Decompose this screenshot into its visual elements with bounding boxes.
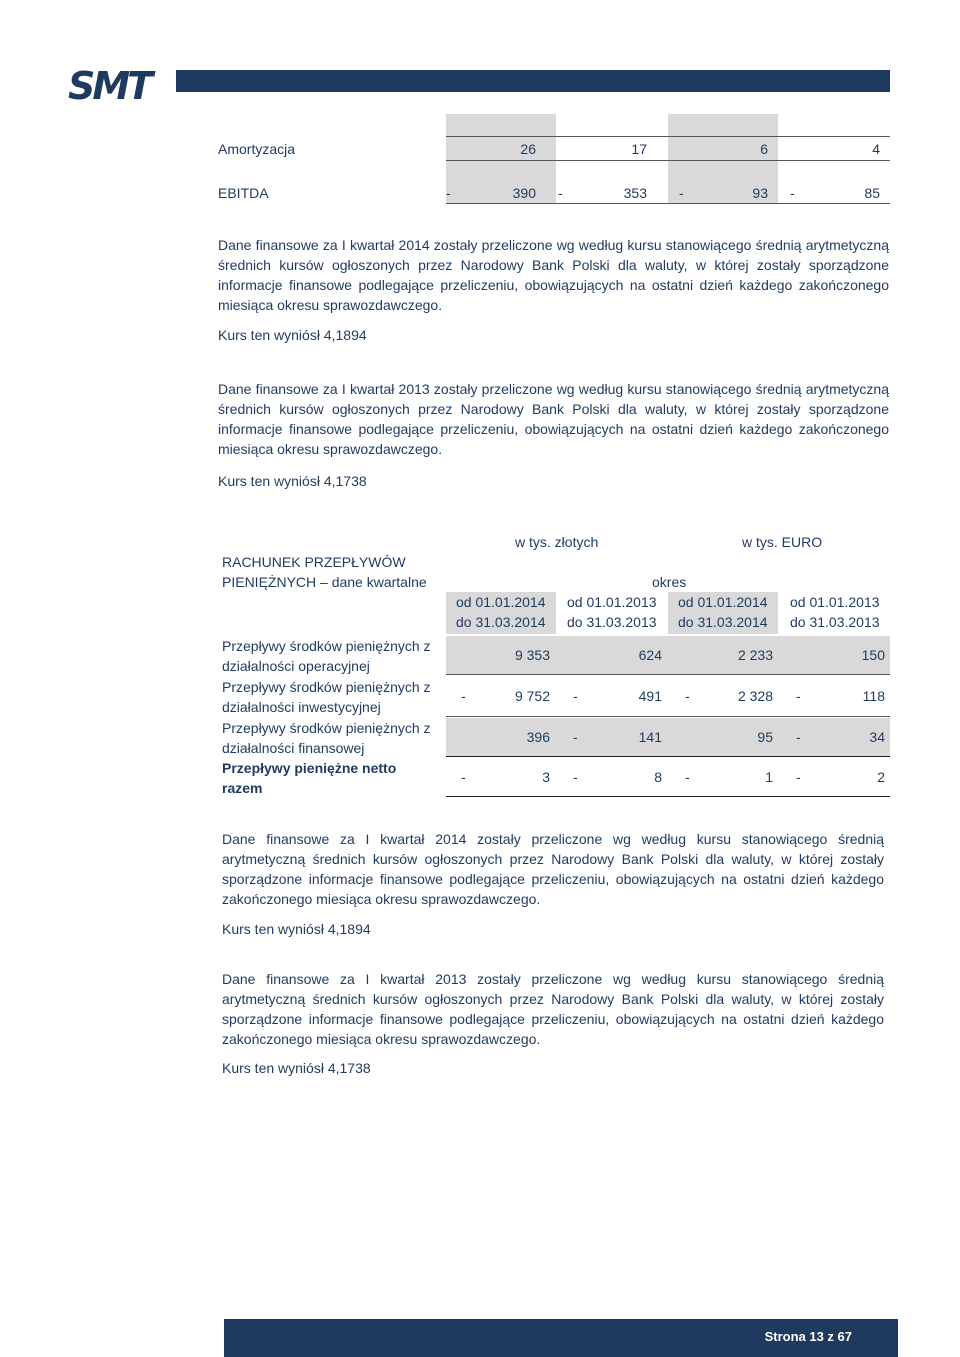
- negative-sign: -: [573, 729, 578, 745]
- row-label-line: Przepływy środków pieniężnych z: [222, 720, 431, 736]
- currency-header-pln: w tys. złotych: [515, 534, 599, 550]
- row-label-line: działalności operacyjnej: [222, 658, 370, 674]
- table-cell: 150: [861, 647, 885, 663]
- row-label-line: Przepływy pieniężne netto: [222, 760, 397, 776]
- row-label-amortyzacja: Amortyzacja: [218, 141, 296, 157]
- table-cell: 34: [869, 729, 885, 745]
- table-rule: [446, 796, 890, 797]
- column-period-to: do 31.03.2014: [678, 614, 768, 630]
- table-cell: 353: [623, 185, 647, 201]
- table-cell: 17: [631, 141, 647, 157]
- table-rule: [446, 756, 890, 757]
- table-rule: [446, 203, 890, 204]
- row-label-financing: [222, 718, 444, 758]
- company-logo: SMT: [68, 64, 151, 108]
- table-cell: 2 328: [737, 688, 773, 704]
- column-period-from: od 01.01.2014: [678, 594, 768, 610]
- page-number: Strona 13 z 67: [764, 1329, 852, 1344]
- row-label-line: Przepływy środków pieniężnych z: [222, 679, 431, 695]
- table-cell: 26: [520, 141, 536, 157]
- row-label-net-total: [222, 758, 444, 798]
- exchange-rate-value-2014: Kurs ten wyniósł 4,1894: [218, 327, 367, 343]
- negative-sign: -: [790, 185, 795, 201]
- table-rule: [446, 716, 890, 717]
- table-cell: 118: [862, 688, 885, 704]
- column-period-to: do 31.03.2013: [567, 614, 657, 630]
- table-cell: 390: [512, 185, 536, 201]
- exchange-rate-note-2014: Dane finansowe za I kwartał 2014 zostały przeliczone wg według kursu stanowiącego średnią arytmetyczną średnich kursów ogłoszonych przez Narodowy Bank Polski dla waluty, w której zostały sporządzone informacje finansowe podlegające przeliczeniu, obowiązujących na ostatni dzień każdego zakończonego miesiąca okresu sprawozdawczego.: [218, 237, 889, 313]
- exchange-rate-value-2014: Kurs ten wyniósł 4,1894: [222, 921, 371, 937]
- exchange-rate-value-2013: Kurs ten wyniósł 4,1738: [222, 1060, 371, 1076]
- negative-sign: -: [573, 688, 578, 704]
- table-rule: [446, 136, 890, 137]
- exchange-rate-note-2014: Dane finansowe za I kwartał 2014 zostały przeliczone wg według kursu stanowiącego średnią arytmetyczną średnich kursów ogłoszonych przez Narodowy Bank Polski dla waluty, w której zostały sporządzone informacje finansowe podlegające przeliczeniu, obowiązujących na ostatni dzień każdego zakończonego miesiąca okresu sprawozdawczego.: [222, 831, 884, 907]
- column-period-to: do 31.03.2013: [790, 614, 880, 630]
- negative-sign: -: [461, 688, 466, 704]
- row-label-line: razem: [222, 780, 263, 796]
- table-cell: 141: [638, 729, 662, 745]
- table-cell: 396: [526, 729, 550, 745]
- negative-sign: -: [685, 688, 690, 704]
- table-cell: 3: [542, 769, 550, 785]
- negative-sign: -: [461, 769, 466, 785]
- table-cell: 1: [765, 769, 773, 785]
- column-period-from: od 01.01.2013: [567, 594, 657, 610]
- table-cell: 93: [752, 185, 768, 201]
- table-title: PIENIĘŻNYCH – dane kwartalne: [222, 574, 427, 590]
- row-label-investing: [222, 677, 444, 717]
- negative-sign: -: [685, 769, 690, 785]
- period-label: okres: [652, 574, 687, 590]
- row-label-operating: [222, 636, 444, 676]
- column-period-to: do 31.03.2014: [456, 614, 546, 630]
- table-cell: 491: [638, 688, 662, 704]
- row-label-line: działalności inwestycyjnej: [222, 699, 381, 715]
- negative-sign: -: [573, 769, 578, 785]
- table-rule: [446, 674, 890, 675]
- table-cell: 2: [877, 769, 885, 785]
- column-period-from: od 01.01.2014: [456, 594, 546, 610]
- row-label-ebitda: EBITDA: [218, 185, 269, 201]
- row-label-line: Przepływy środków pieniężnych z: [222, 638, 431, 654]
- table-cell: 2 233: [737, 647, 773, 663]
- negative-sign: -: [796, 729, 801, 745]
- table-cell: 624: [638, 647, 662, 663]
- header-bar: [176, 70, 890, 92]
- table-cell: 9 353: [514, 647, 550, 663]
- table-rule: [446, 160, 890, 161]
- table-cell: 95: [757, 729, 773, 745]
- column-period-from: od 01.01.2013: [790, 594, 880, 610]
- currency-header-eur: w tys. EURO: [742, 534, 823, 550]
- negative-sign: -: [679, 185, 684, 201]
- table-cell: 4: [872, 141, 880, 157]
- table-cell: 6: [760, 141, 768, 157]
- exchange-rate-note-2013: Dane finansowe za I kwartał 2013 zostały przeliczone wg według kursu stanowiącego średnią arytmetyczną średnich kursów ogłoszonych przez Narodowy Bank Polski dla waluty, w której zostały sporządzone informacje finansowe podlegające przeliczeniu, obowiązujących na ostatni dzień każdego zakończonego miesiąca okresu sprawozdawczego.: [222, 971, 884, 1047]
- table-title: RACHUNEK PRZEPŁYWÓW: [222, 554, 406, 570]
- negative-sign: -: [796, 688, 801, 704]
- negative-sign: -: [558, 185, 563, 201]
- exchange-rate-value-2013: Kurs ten wyniósł 4,1738: [218, 473, 367, 489]
- row-label-line: działalności finansowej: [222, 740, 365, 756]
- negative-sign: -: [796, 769, 801, 785]
- table-cell: 85: [864, 185, 880, 201]
- table-cell: 9 752: [514, 688, 550, 704]
- table-cell: 8: [654, 769, 662, 785]
- negative-sign: -: [446, 185, 451, 201]
- exchange-rate-note-2013: Dane finansowe za I kwartał 2013 zostały przeliczone wg według kursu stanowiącego średnią arytmetyczną średnich kursów ogłoszonych przez Narodowy Bank Polski dla waluty, w której zostały sporządzone informacje finansowe podlegające przeliczeniu, obowiązujących na ostatni dzień każdego zakończonego miesiąca okresu sprawozdawczego.: [218, 381, 889, 457]
